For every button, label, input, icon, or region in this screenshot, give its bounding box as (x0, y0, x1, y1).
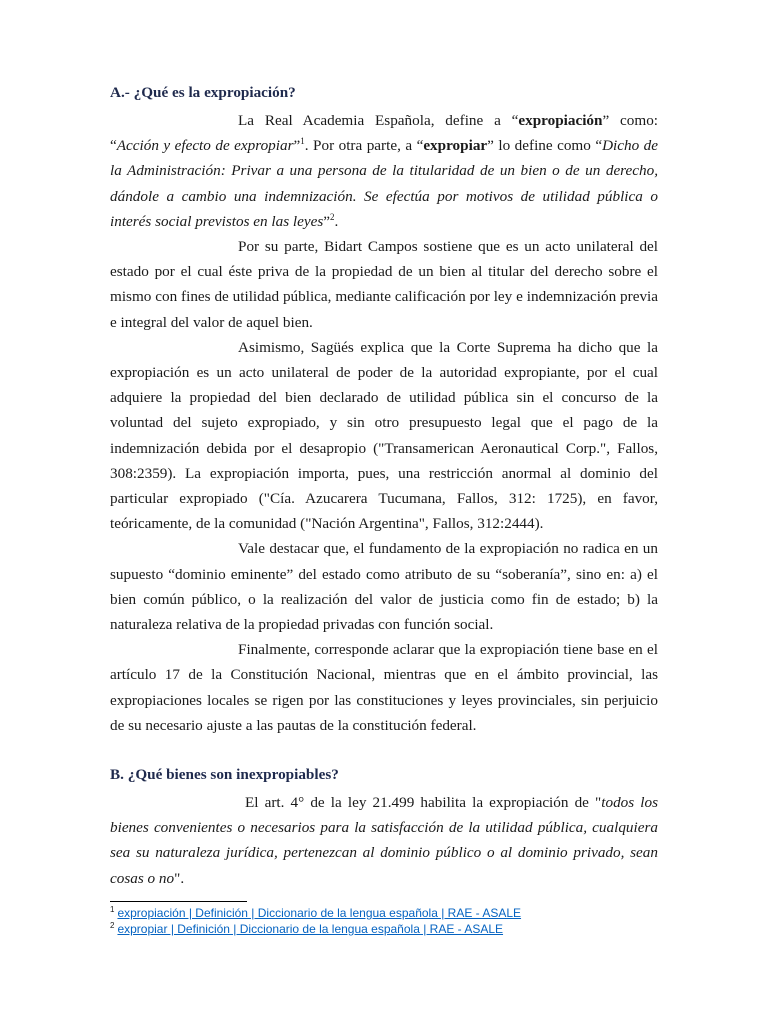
footnote-ref-2: 2 (330, 211, 335, 222)
footnote-number: 2 (110, 921, 115, 930)
text-run: ” (293, 137, 301, 155)
text-run: ". (174, 869, 185, 887)
section-a-heading: A.- ¿Qué es la expropiación? (110, 84, 296, 101)
footnote-2 (110, 921, 670, 937)
footnote-separator (110, 901, 247, 902)
section-a-paragraph-5: Finalmente, corresponde aclarar que la expropiación tiene base en el artículo 17 de la Constitución Nacional, mientras que en el ámbito provincial, las expropiaciones locales se rigen por las constituciones y leyes provinciales, sin perjuicio de su necesario ajuste a las pautas de la constitución federal. (110, 641, 658, 734)
section-a-paragraph-2: Por su parte, Bidart Campos sostiene que es un acto unilateral del estado por el cual éste priva de la propiedad de un bien al titular del derecho sobre el mismo con fines de utilidad pública, mediante calificación por ley e indemnización previa e integral del valor de aquel bien. (110, 238, 658, 331)
text-run: . Por otra parte, a “ (304, 137, 424, 155)
footnote-link-1[interactable]: expropiación | Definición | Diccionario de la lengua española | RAE - ASALE (117, 906, 522, 920)
bold-term-expropiar: expropiar (423, 137, 488, 155)
text-run: ” lo define como “ (487, 137, 603, 155)
footnote-link-2[interactable]: expropiar | Definición | Diccionario de la lengua española | RAE - ASALE (117, 922, 504, 936)
text-run: . (334, 212, 339, 230)
section-b-paragraph-1 (110, 790, 658, 891)
section-b-heading: B. ¿Qué bienes son inexpropiables? (110, 766, 339, 784)
text-run: La Real Academia Española, define a “ (238, 112, 519, 129)
section-a-paragraph-1 (110, 108, 658, 234)
text-run: El art. 4° de la ley 21.499 habilita la expropiación de " (245, 794, 602, 812)
italic-quote: todos los bienes convenientes o necesarios para la satisfacción de la utilidad pública, cualquiera sea su naturaleza jurídica, pertenezcan al dominio público o al dominio privado, sean cosas o no (110, 794, 659, 887)
section-a-paragraph-4: Vale destacar que, el fundamento de la expropiación no radica en un supuesto “dominio eminente” del estado como atributo de su “soberanía”, sino en: a) el bien común público, o la realización del valor de justicia como fin de estado; b) la naturaleza relativa de la propiedad privadas con función social. (110, 540, 658, 634)
italic-definition-2: Dicho de la Administración: Privar a una persona de la titularidad de un bien o de un derecho, dándole a cambio una indemnización. Se efectúa por motivos de utilidad pública o interés social previstos en las leyes (110, 137, 659, 230)
text-run: ” (323, 212, 331, 230)
italic-definition-1: Acción y efecto de expropiar (116, 137, 294, 155)
footnote-1 (110, 905, 670, 921)
section-spacer (110, 738, 658, 764)
section-a-paragraph-3: Asimismo, Sagüés explica que la Corte Suprema ha dicho que la expropiación es un acto unilateral de poder de la autoridad expropiante, por el cual adquiere la propiedad del bien declarado de utilidad pública sin el concurso de la voluntad del sujeto expropiado, y sin otro presupuesto legal que el pago de la indemnización debida por el desapropio ("Transamerican Aeronautical Corp.", Fallos, 308:2359). La expropiación importa, pues, una restricción anormal al dominio del particular expropiado ("Cía. Azucarera Tucumana, Fallos, 312: 1725), en favor, teóricamente, de la comunidad ("Nación Argentina", Fallos, 312:2444). (110, 338, 658, 533)
document-body (110, 82, 658, 891)
text-run: ” como: “ (110, 112, 659, 155)
footnote-number: 1 (110, 905, 115, 914)
bold-term-expropiacion: expropiación (518, 112, 603, 129)
footnotes (110, 905, 670, 937)
footnote-ref-1: 1 (300, 136, 305, 147)
